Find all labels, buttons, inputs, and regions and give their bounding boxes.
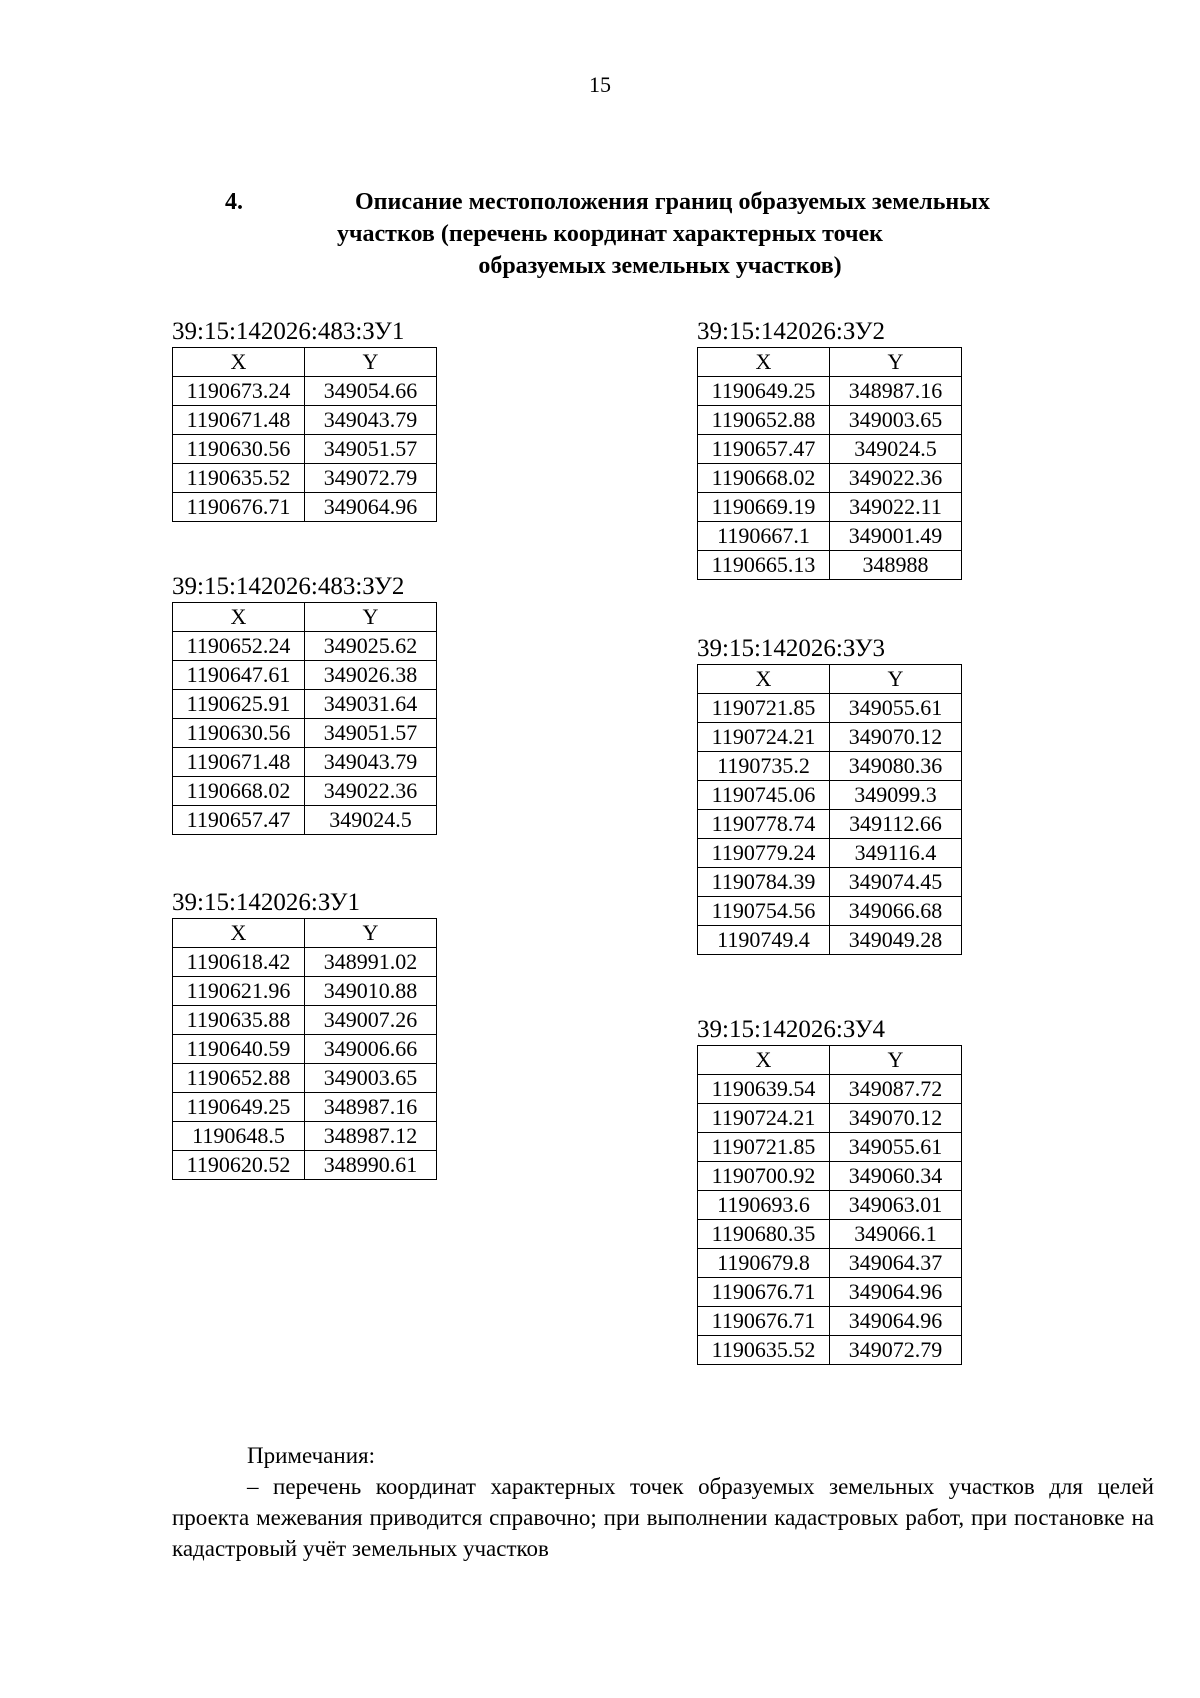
plot-cadastral-number: 39:15:142026:ЗУ1 [172,889,360,916]
table-row [698,1191,962,1220]
coordinate-y-cell: 348987.12 [305,1122,437,1151]
coordinates-body [173,632,437,835]
column-header-y: Y [830,1046,962,1075]
coordinate-x-cell: 1190648.5 [173,1122,305,1151]
table-row [173,632,437,661]
coordinate-x-cell: 1190671.48 [173,406,305,435]
coordinate-y-cell: 348988 [830,551,962,580]
table-row [698,493,962,522]
coordinates-body [173,377,437,522]
section-number: 4. [225,189,243,215]
table-header-row [698,1046,962,1075]
coordinate-y-cell: 349055.61 [830,1133,962,1162]
coordinate-x-cell: 1190620.52 [173,1151,305,1180]
coordinates-table [697,347,962,580]
coordinate-x-cell: 1190735.2 [698,752,830,781]
coordinate-x-cell: 1190749.4 [698,926,830,955]
table-row [698,694,962,723]
table-row [173,690,437,719]
coordinates-body [698,694,962,955]
coordinate-x-cell: 1190652.88 [698,406,830,435]
coordinate-y-cell: 349043.79 [305,748,437,777]
plot-block [697,1015,962,1365]
coordinate-x-cell: 1190635.52 [173,464,305,493]
table-row [698,897,962,926]
coordinate-x-cell: 1190724.21 [698,1104,830,1133]
table-row [173,948,437,977]
table-row [698,551,962,580]
coordinates-table [172,602,437,835]
column-header-x: X [173,919,305,948]
column-header-y: Y [305,919,437,948]
coordinate-y-cell: 349025.62 [305,632,437,661]
coordinate-x-cell: 1190679.8 [698,1249,830,1278]
column-header-y: Y [830,348,962,377]
coordinate-x-cell: 1190649.25 [698,377,830,406]
coordinate-y-cell: 349031.64 [305,690,437,719]
table-row [698,1162,962,1191]
coordinate-x-cell: 1190721.85 [698,694,830,723]
table-row [698,810,962,839]
coordinate-y-cell: 348990.61 [305,1151,437,1180]
table-row [698,406,962,435]
table-header-row [698,348,962,377]
coordinate-y-cell: 349112.66 [830,810,962,839]
coordinate-x-cell: 1190671.48 [173,748,305,777]
coordinate-y-cell: 349064.96 [830,1307,962,1336]
notes-text: – перечень координат характерных точек образуемых земельных участков для целей проекта межевания приводится справочно; при выполнении кадастровых работ, при постановке на кадастровый учёт земельных участков [172,1474,1154,1561]
table-row [698,781,962,810]
table-row [698,868,962,897]
coordinate-y-cell: 349070.12 [830,723,962,752]
coordinates-body [698,377,962,580]
column-header-x: X [698,665,830,694]
coordinate-y-cell: 349066.1 [830,1220,962,1249]
coordinate-x-cell: 1190621.96 [173,977,305,1006]
column-header-x: X [173,603,305,632]
coordinate-x-cell: 1190676.71 [698,1278,830,1307]
table-row [173,1122,437,1151]
plot-block [172,572,437,835]
coordinate-y-cell: 349070.12 [830,1104,962,1133]
coordinate-y-cell: 349055.61 [830,694,962,723]
coordinate-y-cell: 349022.11 [830,493,962,522]
coordinate-y-cell: 349024.5 [305,806,437,835]
coordinate-x-cell: 1190779.24 [698,839,830,868]
table-row [698,522,962,551]
coordinate-x-cell: 1190676.71 [698,1307,830,1336]
coordinate-y-cell: 349026.38 [305,661,437,690]
table-row [173,377,437,406]
coordinate-y-cell: 349099.3 [830,781,962,810]
table-row [173,406,437,435]
coordinate-x-cell: 1190784.39 [698,868,830,897]
coordinate-y-cell: 349063.01 [830,1191,962,1220]
coordinate-y-cell: 348987.16 [830,377,962,406]
column-header-y: Y [305,348,437,377]
coordinate-x-cell: 1190657.47 [173,806,305,835]
coordinates-table [172,347,437,522]
coordinate-y-cell: 348991.02 [305,948,437,977]
table-row [173,977,437,1006]
table-row [173,1006,437,1035]
column-header-y: Y [830,665,962,694]
coordinate-y-cell: 349024.5 [830,435,962,464]
coordinate-x-cell: 1190635.52 [698,1336,830,1365]
table-row [698,1075,962,1104]
section-title-line: Описание местоположения границ образуемых земельных [355,189,990,215]
coordinate-x-cell: 1190676.71 [173,493,305,522]
coordinate-x-cell: 1190668.02 [698,464,830,493]
coordinate-x-cell: 1190669.19 [698,493,830,522]
coordinate-x-cell: 1190721.85 [698,1133,830,1162]
coordinate-y-cell: 349022.36 [305,777,437,806]
table-row [698,1133,962,1162]
table-row [173,748,437,777]
column-header-x: X [698,348,830,377]
coordinate-y-cell: 349051.57 [305,719,437,748]
coordinate-x-cell: 1190649.25 [173,1093,305,1122]
table-row [698,1307,962,1336]
table-row [698,1278,962,1307]
table-row [698,464,962,493]
table-row [173,661,437,690]
coordinate-y-cell: 349001.49 [830,522,962,551]
plot-cadastral-number: 39:15:142026:ЗУ3 [697,635,885,662]
plot-cadastral-number: 39:15:142026:483:ЗУ1 [172,318,405,345]
coordinate-x-cell: 1190625.91 [173,690,305,719]
coordinate-x-cell: 1190667.1 [698,522,830,551]
column-header-y: Y [305,603,437,632]
coordinate-y-cell: 349060.34 [830,1162,962,1191]
coordinate-y-cell: 349074.45 [830,868,962,897]
table-row [698,723,962,752]
coordinate-y-cell: 349003.65 [830,406,962,435]
section-title-line: образуемых земельных участков) [478,253,842,279]
coordinate-y-cell: 349066.68 [830,897,962,926]
table-row [173,464,437,493]
coordinate-x-cell: 1190680.35 [698,1220,830,1249]
plot-cadastral-number: 39:15:142026:483:ЗУ2 [172,573,405,600]
table-row [698,1220,962,1249]
coordinate-x-cell: 1190630.56 [173,719,305,748]
page-number: 15 [589,72,611,97]
coordinates-table [697,664,962,955]
coordinate-y-cell: 349087.72 [830,1075,962,1104]
plot-block [697,317,962,580]
coordinate-x-cell: 1190630.56 [173,435,305,464]
coordinate-x-cell: 1190639.54 [698,1075,830,1104]
coordinate-y-cell: 349043.79 [305,406,437,435]
coordinate-y-cell: 349064.37 [830,1249,962,1278]
coordinate-y-cell: 349064.96 [830,1278,962,1307]
table-row [173,1151,437,1180]
table-header-row [698,665,962,694]
notes-section [172,1440,1154,1564]
coordinate-x-cell: 1190668.02 [173,777,305,806]
coordinate-x-cell: 1190652.88 [173,1064,305,1093]
coordinate-y-cell: 349049.28 [830,926,962,955]
coordinate-x-cell: 1190640.59 [173,1035,305,1064]
coordinate-x-cell: 1190647.61 [173,661,305,690]
section-title-line: участков (перечень координат характерных точек [336,221,884,247]
table-row [173,806,437,835]
coordinates-body [173,948,437,1180]
coordinate-y-cell: 349116.4 [830,839,962,868]
plot-cadastral-number: 39:15:142026:ЗУ2 [697,318,885,345]
table-row [698,1336,962,1365]
coordinate-x-cell: 1190618.42 [173,948,305,977]
table-header-row [173,348,437,377]
coordinate-y-cell: 349010.88 [305,977,437,1006]
coordinate-y-cell: 349051.57 [305,435,437,464]
coordinate-x-cell: 1190635.88 [173,1006,305,1035]
table-row [698,377,962,406]
coordinate-x-cell: 1190754.56 [698,897,830,926]
coordinate-y-cell: 349072.79 [305,464,437,493]
coordinate-x-cell: 1190745.06 [698,781,830,810]
coordinate-y-cell: 349007.26 [305,1006,437,1035]
table-row [698,435,962,464]
plot-block [172,317,437,522]
coordinates-table [697,1045,962,1365]
coordinate-y-cell: 349054.66 [305,377,437,406]
notes-title: Примечания: [247,1443,375,1468]
coordinate-y-cell: 349006.66 [305,1035,437,1064]
coordinate-y-cell: 349064.96 [305,493,437,522]
table-row [173,493,437,522]
coordinate-x-cell: 1190665.13 [698,551,830,580]
table-row [173,435,437,464]
table-row [698,752,962,781]
column-header-x: X [698,1046,830,1075]
table-row [173,719,437,748]
table-row [173,1064,437,1093]
table-row [173,1093,437,1122]
coordinate-y-cell: 349080.36 [830,752,962,781]
table-row [698,1104,962,1133]
table-row [698,839,962,868]
plot-cadastral-number: 39:15:142026:ЗУ4 [697,1016,885,1043]
column-header-x: X [173,348,305,377]
coordinate-x-cell: 1190778.74 [698,810,830,839]
coordinates-body [698,1075,962,1365]
coordinate-y-cell: 349022.36 [830,464,962,493]
table-row [173,777,437,806]
table-row [173,1035,437,1064]
coordinate-x-cell: 1190652.24 [173,632,305,661]
coordinate-y-cell: 349003.65 [305,1064,437,1093]
table-header-row [173,919,437,948]
coordinates-table [172,918,437,1180]
coordinate-x-cell: 1190724.21 [698,723,830,752]
coordinate-x-cell: 1190657.47 [698,435,830,464]
coordinate-y-cell: 349072.79 [830,1336,962,1365]
section-heading [0,186,1200,282]
table-row [698,1249,962,1278]
coordinate-x-cell: 1190693.6 [698,1191,830,1220]
coordinate-x-cell: 1190673.24 [173,377,305,406]
table-header-row [173,603,437,632]
table-row [698,926,962,955]
coordinate-y-cell: 348987.16 [305,1093,437,1122]
plot-block [697,634,962,955]
coordinate-x-cell: 1190700.92 [698,1162,830,1191]
plot-block [172,888,437,1180]
